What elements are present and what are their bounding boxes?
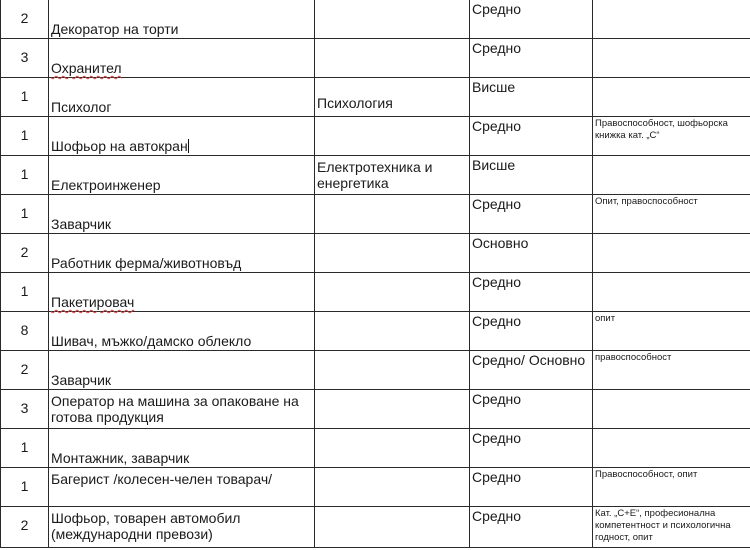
requirements-cell[interactable] [593, 0, 750, 39]
count-cell[interactable]: 1 [1, 156, 49, 195]
position-text-spellcheck: Охранител [51, 60, 122, 76]
table-row [1, 0, 750, 39]
position-text: Оператор на машина за опаковане на готова продукция [51, 393, 299, 425]
table-row [1, 312, 750, 351]
requirements-cell[interactable] [593, 390, 750, 429]
position-cell[interactable] [49, 234, 315, 273]
position-text: Заварчик [51, 216, 112, 232]
position-text: Шофьор на автокран [51, 138, 188, 154]
specialty-cell[interactable] [315, 468, 470, 507]
education-cell[interactable]: Висше [470, 156, 593, 195]
requirements-cell[interactable]: опит [593, 312, 750, 351]
position-text: Багерист /колесен-челен товарач/ [51, 471, 272, 487]
count-cell[interactable]: 2 [1, 0, 49, 39]
position-cell[interactable] [49, 117, 315, 156]
position-text: Електроинженер [51, 177, 161, 193]
count-cell[interactable]: 1 [1, 195, 49, 234]
requirements-cell[interactable]: Правоспособност, шофьорска книжка кат. „С“ [593, 117, 750, 156]
count-cell[interactable]: 1 [1, 429, 49, 468]
specialty-cell[interactable] [315, 117, 470, 156]
position-cell[interactable] [49, 468, 315, 507]
requirements-cell[interactable] [593, 234, 750, 273]
specialty-cell[interactable] [315, 390, 470, 429]
table-row [1, 39, 750, 78]
table-row [1, 156, 750, 195]
table-row [1, 429, 750, 468]
specialty-cell[interactable] [315, 507, 470, 548]
specialty-cell[interactable] [315, 0, 470, 39]
specialty-cell[interactable] [315, 39, 470, 78]
education-cell[interactable]: Средно [470, 390, 593, 429]
table-row [1, 234, 750, 273]
count-cell[interactable]: 3 [1, 390, 49, 429]
education-cell[interactable]: Средно [470, 0, 593, 39]
count-cell[interactable]: 2 [1, 507, 49, 548]
table-row [1, 78, 750, 117]
specialty-cell[interactable] [315, 195, 470, 234]
requirements-cell[interactable] [593, 156, 750, 195]
table-row [1, 390, 750, 429]
requirements-cell[interactable]: Опит, правоспособност [593, 195, 750, 234]
education-cell[interactable]: Средно [470, 468, 593, 507]
count-cell[interactable]: 1 [1, 468, 49, 507]
education-cell[interactable]: Средно [470, 195, 593, 234]
position-text: Работник ферма/животновъд [51, 255, 242, 271]
education-cell[interactable]: Висше [470, 78, 593, 117]
position-cell[interactable] [49, 390, 315, 429]
table-row [1, 351, 750, 390]
requirements-cell[interactable]: Правоспособност, опит [593, 468, 750, 507]
requirements-cell[interactable] [593, 78, 750, 117]
position-cell[interactable] [49, 78, 315, 117]
specialty-cell[interactable] [315, 351, 470, 390]
specialty-cell[interactable]: Психология [315, 78, 470, 117]
position-cell[interactable] [49, 429, 315, 468]
table-row [1, 507, 750, 548]
requirements-cell[interactable] [593, 39, 750, 78]
requirements-cell[interactable]: Кат. „С+Е“, професионална компетентност и психологична годност, опит [593, 507, 750, 548]
education-cell[interactable]: Средно [470, 312, 593, 351]
education-cell[interactable]: Средно/ Основно [470, 351, 593, 390]
requirements-cell[interactable] [593, 429, 750, 468]
position-cell[interactable] [49, 312, 315, 351]
position-text: Заварчик [51, 372, 112, 388]
table-row [1, 195, 750, 234]
position-cell[interactable] [49, 39, 315, 78]
education-cell[interactable]: Средно [470, 273, 593, 312]
count-cell[interactable]: 8 [1, 312, 49, 351]
position-text: Шивач, мъжко/дамско облекло [51, 333, 252, 349]
education-cell[interactable]: Средно [470, 39, 593, 78]
specialty-cell[interactable] [315, 273, 470, 312]
position-cell[interactable] [49, 351, 315, 390]
education-cell[interactable]: Средно [470, 429, 593, 468]
position-cell[interactable] [49, 156, 315, 195]
specialty-cell[interactable] [315, 234, 470, 273]
count-cell[interactable]: 1 [1, 117, 49, 156]
requirements-cell[interactable]: правоспособност [593, 351, 750, 390]
position-text: Декоратор на торти [51, 21, 179, 37]
text-cursor [188, 139, 189, 153]
position-text: Монтажник, заварчик [51, 450, 190, 466]
education-cell[interactable]: Основно [470, 234, 593, 273]
count-cell[interactable]: 3 [1, 39, 49, 78]
count-cell[interactable]: 1 [1, 78, 49, 117]
table-row [1, 117, 750, 156]
count-cell[interactable]: 2 [1, 234, 49, 273]
position-cell[interactable] [49, 273, 315, 312]
specialty-cell[interactable] [315, 312, 470, 351]
education-cell[interactable]: Средно [470, 117, 593, 156]
specialty-cell[interactable] [315, 429, 470, 468]
position-text-spellcheck: Пакетировач [51, 294, 135, 310]
count-cell[interactable]: 1 [1, 273, 49, 312]
position-cell[interactable] [49, 507, 315, 548]
position-cell[interactable] [49, 195, 315, 234]
position-text: Психолог [51, 99, 112, 115]
position-cell[interactable] [49, 0, 315, 39]
table-row [1, 273, 750, 312]
position-text: Шофьор, товарен автомобил (международни превози) [51, 510, 241, 542]
education-cell[interactable]: Средно [470, 507, 593, 548]
table-row [1, 468, 750, 507]
count-cell[interactable]: 2 [1, 351, 49, 390]
requirements-cell[interactable] [593, 273, 750, 312]
specialty-cell[interactable]: Електротехника и енергетика [315, 156, 470, 195]
